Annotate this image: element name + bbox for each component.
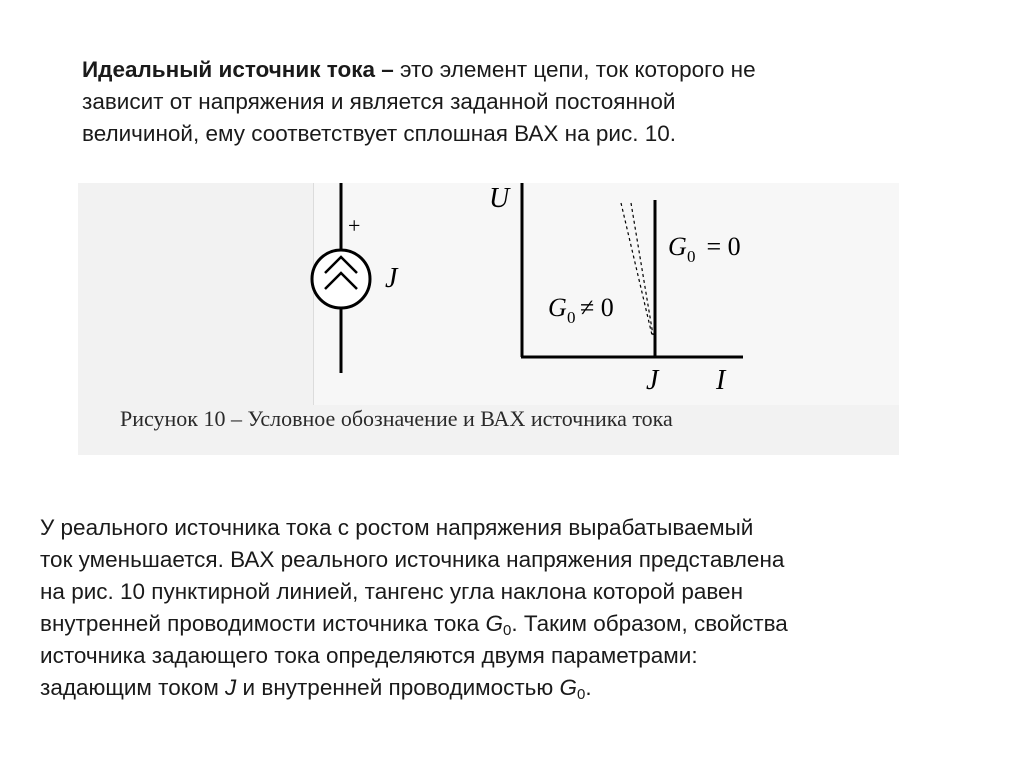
y-axis-label: U [489, 183, 510, 214]
body-line2: ток уменьшается. ВАХ реального источника напряжения представлена [40, 547, 785, 572]
body-line5: источника задающего тока определяются двумя параметрами: [40, 643, 698, 668]
real-label-sub: 0 [567, 308, 576, 327]
body-line6a: задающим током [40, 675, 226, 700]
source-label: J [385, 263, 398, 294]
intro-line2: зависит от напряжения и является заданной постоянной [82, 89, 676, 114]
body-j-symbol: J [225, 675, 237, 700]
real-label [548, 293, 614, 327]
ideal-label-sub: 0 [687, 247, 696, 266]
real-vac-line-2 [631, 203, 653, 335]
vac-chart [489, 183, 743, 396]
real-label-rest: ≠ 0 [580, 293, 614, 322]
intro-line1: это элемент цепи, ток которого не [393, 57, 756, 82]
real-label-g: G [548, 293, 567, 322]
body-paragraph [40, 512, 1000, 704]
body-g-symbol: G [485, 611, 504, 636]
body-line4a: внутренней проводимости источника тока [40, 611, 486, 636]
body-line4b: . Таким образом, свойства [511, 611, 788, 636]
intro-line3: величиной, ему соответствует сплошная ВАХ на рис. 10. [82, 121, 676, 146]
current-source-symbol [312, 183, 399, 373]
body-g-subscript: 0 [503, 622, 512, 639]
x-axis-label: I [716, 365, 726, 396]
body-g2-subscript: 0 [577, 686, 586, 703]
source-plus-sign: + [348, 213, 361, 238]
body-g2-symbol: G [559, 675, 578, 700]
body-line6c: . [585, 675, 592, 700]
figure-caption: Рисунок 10 – Условное обозначение и ВАХ источника тока [120, 406, 673, 431]
ideal-label-g: G [668, 232, 687, 261]
figure-10 [78, 183, 899, 455]
body-line6b: и внутренней проводимостью [236, 675, 560, 700]
body-line1: У реального источника тока с ростом напряжения вырабатываемый [40, 515, 754, 540]
body-line3: на рис. 10 пунктирной линией, тангенс угла наклона которой равен [40, 579, 743, 604]
intro-paragraph [82, 54, 962, 150]
real-vac-line-1 [621, 203, 652, 335]
intro-term: Идеальный источник тока – [82, 57, 394, 82]
ideal-label-rest: = 0 [700, 232, 741, 261]
ideal-label [668, 232, 741, 266]
x-tick-label-j: J [646, 365, 659, 396]
